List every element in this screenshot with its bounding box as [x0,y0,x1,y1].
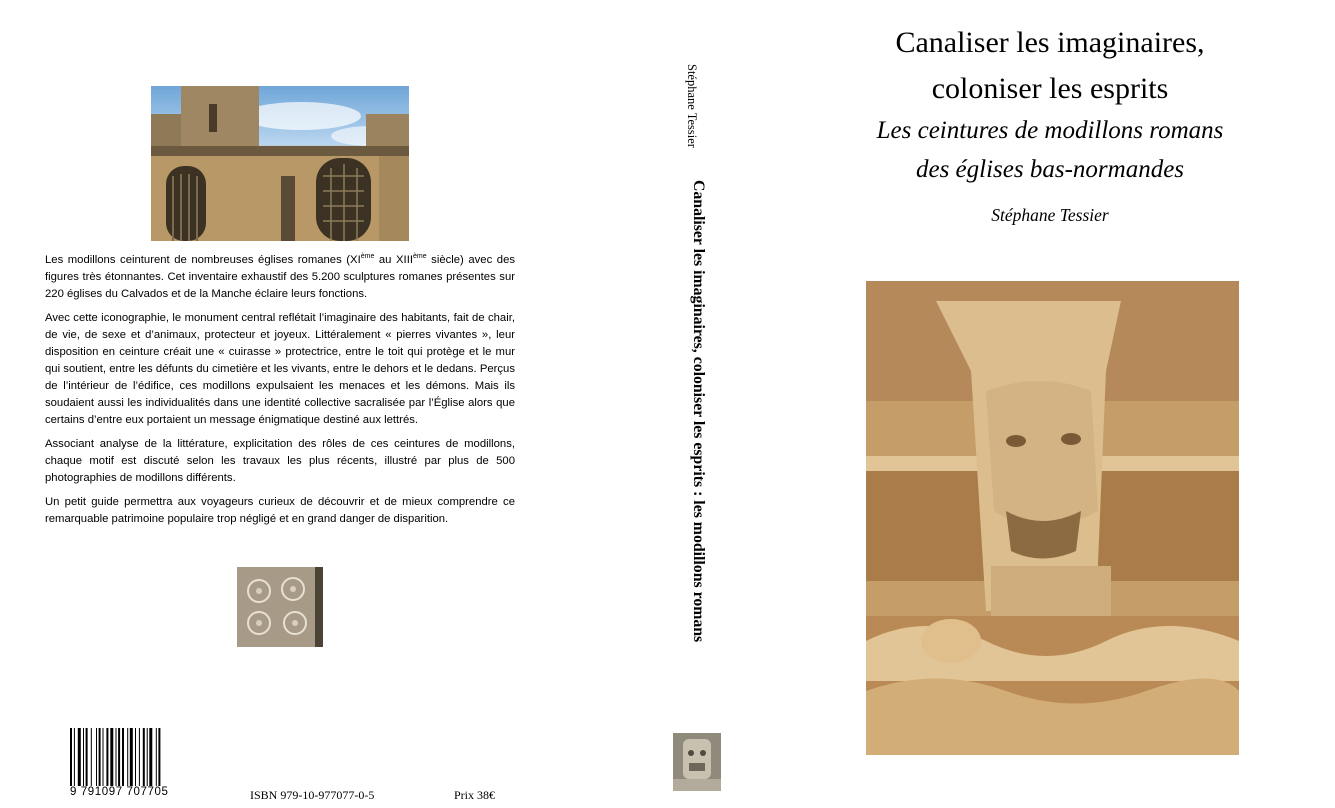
superscript-2: ème [412,253,427,261]
blurb-paragraph-1 [45,252,515,303]
barcode-digits: 9 791097 707705 [70,786,188,800]
barcode-bar [91,728,92,788]
barcode-bar [127,728,128,788]
barcode-bar [74,728,75,788]
barcode-bar [86,728,88,788]
front-title-line-1: Canaliser les imaginaires, [895,26,1205,59]
isbn-barcode [70,728,188,800]
spine-title: Canaliser les imaginaires, coloniser les esprits : les modillons romans [690,180,707,643]
blurb-p1-part-b: au XIII [374,254,413,266]
barcode-bar [122,728,124,788]
barcode-bar [99,728,101,788]
rosette-modillon-photo [237,567,323,647]
front-subtitle-line-2: des églises bas-normandes [915,156,1185,183]
barcode-bar [116,728,117,788]
barcode-bar [106,728,108,788]
barcode-bar [78,728,81,788]
barcode-bar [156,728,157,788]
barcode-bar [96,728,97,788]
spine-modillon-photo [673,733,721,791]
barcode-bar [149,728,152,788]
front-author: Stéphane Tessier [991,205,1109,225]
price: Prix 38€ [454,788,496,802]
blurb-paragraph-2: Avec cette iconographie, le monument central reflétait l’imaginaire des habitants, fait de chair, de vie, de sexe et d’animaux, protecteur et joyeux. Littéralement « pierres vivantes », leur disposition en ceinture créait une « cuirasse » protectrice, entre le toit qui protège et le mur qui soutient, entre les défunts du cimetière et les vivants, entre le dehors et le dedans. Perçus de l’intérieur de l’édifice, ces modillons expulsaient les menaces et les démons. Mais ils soudaient aussi les individualités dans une identité collective sacralisée par l’Église alors que certains d’entre eux portaient un message énigmatique destiné aux lettrés. [45,312,515,426]
barcode-bar [147,728,148,788]
barcode-bar [118,728,120,788]
blurb-paragraph-4: Un petit guide permettra aux voyageurs curieux de découvrir et de mieux comprendre ce remarquable patrimoine populaire trop négligé et en grand danger de disparition. [45,496,515,525]
blurb-p1-part-c: siècle) avec des figures très étonnantes. Cet inventaire exhaustif des 5.200 sculptures romanes présentes sur 220 églises du Calvados et de la Manche éclaire leurs fonctions. [45,254,515,300]
barcode-bar [139,728,140,788]
barcode-bar [110,728,113,788]
front-subtitle-line-1: Les ceintures de modillons romans [876,117,1224,144]
back-cover-blurb [45,252,515,535]
barcode-bar [158,728,160,788]
barcode-bar [135,728,136,788]
barcode-bar [130,728,133,788]
isbn-number: ISBN 979-10-977077-0-5 [250,788,375,802]
barcode-bar [103,728,104,788]
barcode-bar [83,728,84,788]
wolf-head-modillon-photo [866,281,1239,755]
front-title-line-2: coloniser les esprits [931,72,1169,105]
barcode-bar [70,728,72,788]
superscript-1: ème [360,253,375,261]
blurb-p1-part-a: Les modillons ceinturent de nombreuses églises romanes (XI [45,254,361,266]
barcode-bar [143,728,145,788]
spine-author: Stéphane Tessier [685,64,699,148]
church-ruin-photo [151,86,409,241]
blurb-paragraph-3: Associant analyse de la littérature, explicitation des rôles de ces ceintures de modillons, chaque motif est discuté selon les travaux les plus récents, illustré par plus de 500 photographies de modillons différents. [45,438,515,484]
